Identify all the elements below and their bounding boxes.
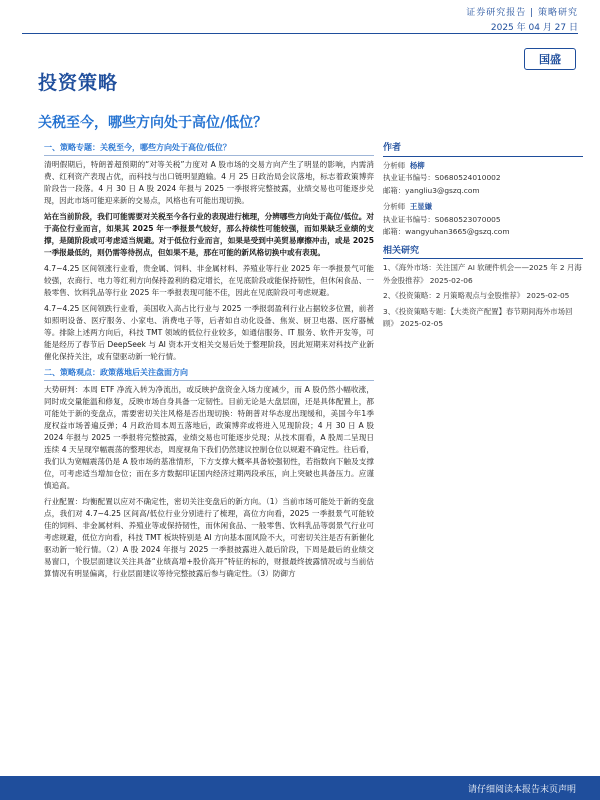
related-item[interactable]: 2、《投资策略：2 月策略观点与金股推荐》 2025-02-05 [383,291,570,300]
report-date: 2025 年 04 月 27 日 [490,23,578,33]
header-divider [22,33,578,34]
analyst-1-role: 分析师 [383,160,406,170]
section-2-title: 二、策略观点：政策落地后关注盘面方向 [44,367,374,381]
analyst-2-name: 王显嫌 [409,202,433,211]
footer-notice: 请仔细阅读本报告末页声明 [467,784,576,795]
analyst-1-email[interactable]: 邮箱：yangliu3@gszq.com [383,185,480,195]
section-1-paragraph-3: 4.7~4.25 区间领涨行业看，贵金属、饲料、非金属材料、养殖业等行业 2025 年一季报景气可能较强，农商行、电力等红利方向保持盈利的稳定增长，在见底阶段或能保持韧性，但休闲食品、一般零售、饮料乳品等行业 2025 年一季报表现可能不佳，因此在见底阶段可考虑规避。 [44,264,374,297]
report-category: 证券研究报告 | 策略研究 [466,8,578,18]
section-1-paragraph-1: 清明假期后，特朗普超预期的“对等关税”力度对 A 股市场的交易方向产生了明显的影响，内需消费、红利资产表现占优，而科技与出口链明显跑输。4 月 25 日政治局会议落地，标志着政策博弈阶段告一段落。4 月 30 日 A 股 2024 年报与 2025 一季报将完整披露，业绩交易也可能逐步兑现，因此市场可能迎来新的交易点，风格也有可能出现切换。 [44,160,374,205]
analyst-2-email[interactable]: 邮箱：wangyuhan3665@gszq.com [383,227,510,236]
section-2-paragraph-1: 大势研判：本周 ETF 净流入转为净流出，或反映护盘资金入场力度减少，而 A 股仍然小幅收涨，同时成交量能温和修复，反映市场自身具备一定韧性。目前无论是大盘层面，还是具体配置上，都可能处于新的变盘点，需要密切关注风格是否出现切换：特朗普对华态度出现缓和，美国今年1季度权益市场普遍反弹；4 月政治局本周五落地后，政策博弈或将进入见现阶段；4 月 30 日 A 股 2024 年报与 2025 一季报将完整披露，业绩交易也可能逐步兑现；从技术面看，A 股周二呈现日连续 4 天呈现窄幅震荡的整理状态，周度视角下我们仍然建议控制仓位以规避不确定性。往后看，我们认为宽幅震荡仍是 A 股市场的基准情形，下方支撑大概率具备较强韧性，若指数向下触及支撑位，可考虑适当增加仓位；而在多方数据印证国内经济过期两段承压，向上突破也具备压力。应谨慎追高。 [44,385,374,490]
sidebar [383,142,583,334]
analyst-2-cert: 执业证书编号：S0680523070005 [383,214,501,224]
analyst-1-name: 杨柳 [409,160,425,170]
report-type: 投资策略 [38,72,119,94]
footer-bar [0,776,600,800]
company-logo: 国盛 [524,48,576,70]
section-1-paragraph-4: 4.7~4.25 区间领跌行业看，美国收入高占比行业与 2025 一季报弱盈利行业占据较多位置，前者如照明设备、医疗服务、小家电、消费电子等，后者如自动化设备、焦炭、厨卫电器、医疗器械等。排除上述两方向后，科技 TMT 领域的低位行业较多，如通信服务、IT 服务、软件开发等，可能是经历了春节后 DeepSeek 与 AI 资本开支相关交易后处于整理阶段，因此短期来对科技产业新催化保持关注，或有望驱动新一轮行情。 [44,304,374,361]
analyst-1-cert: 执业证书编号：S0680524010002 [383,173,501,182]
author-heading: 作者 [383,142,583,157]
related-item[interactable]: 1、《海外市场：关注国产 AI 软硬件机会——2025 年 2 月海外金股推荐》 2025-02-06 [383,263,582,285]
analyst-1 [383,160,583,173]
analyst-2-role: 分析师 [383,202,406,211]
section-1-paragraph-2: 站在当前阶段，我们可能需要对关税至今各行业的表现进行梳理，分辨哪些方向处于高位/低位。对于高位行业而言，如果其 2025 年一季报景气较好，那么持续性可能较强，而如果缺乏业绩的支撑，是随阶段或可考虑适当规避。对于低位行业而言，如果是受到中美贸易摩擦冲击，或是 2025 一季报最低的，则仍需等待拐点，但如果不是，那在可能的新风格切换中或有表现。 [44,212,374,257]
report-title: 关税至今，哪些方向处于高位/低位？ [38,115,268,131]
related-heading: 相关研究 [383,245,583,260]
related-item[interactable]: 3、《投资策略专题：【大类资产配置】春节期间海外市场回顾》 2025-02-05 [383,306,573,328]
analyst-2 [383,201,583,214]
main-content [44,142,374,584]
header-bar [0,0,600,32]
section-2-paragraph-2: 行业配置：均衡配置以应对不确定性，密切关注变盘后的新方向。（1）当前市场可能处于新的变盘点，我们对 4.7~4.25 区间高/低位行业分别进行了梳理，高位方向看，2025 一季报景气可能较佳的饲料、非金属材料、养殖业等或保持韧性，而休闲食品、一般零售、饮料乳品等弱景气行业可考虑规避，低位方向看，科技 TMT 板块特别是 AI 方向基本面风险不大，可密切关注是否有新催化驱动新一轮行情。（2）A 股 2024 年报与 2025 一季报披露进入最后阶段，下周是最后的业绩交易窗口，个股层面建议关注具备“业绩高增+股价高开”特征的标的，财报最终披露情况或与当前估算情况有明显偏离，行业层面建议等待完整披露后参与确定性。（3）防御方 [44,497,374,578]
section-1-title: 一、策略专题：关税至今，哪些方向处于高位/低位？ [44,142,374,156]
